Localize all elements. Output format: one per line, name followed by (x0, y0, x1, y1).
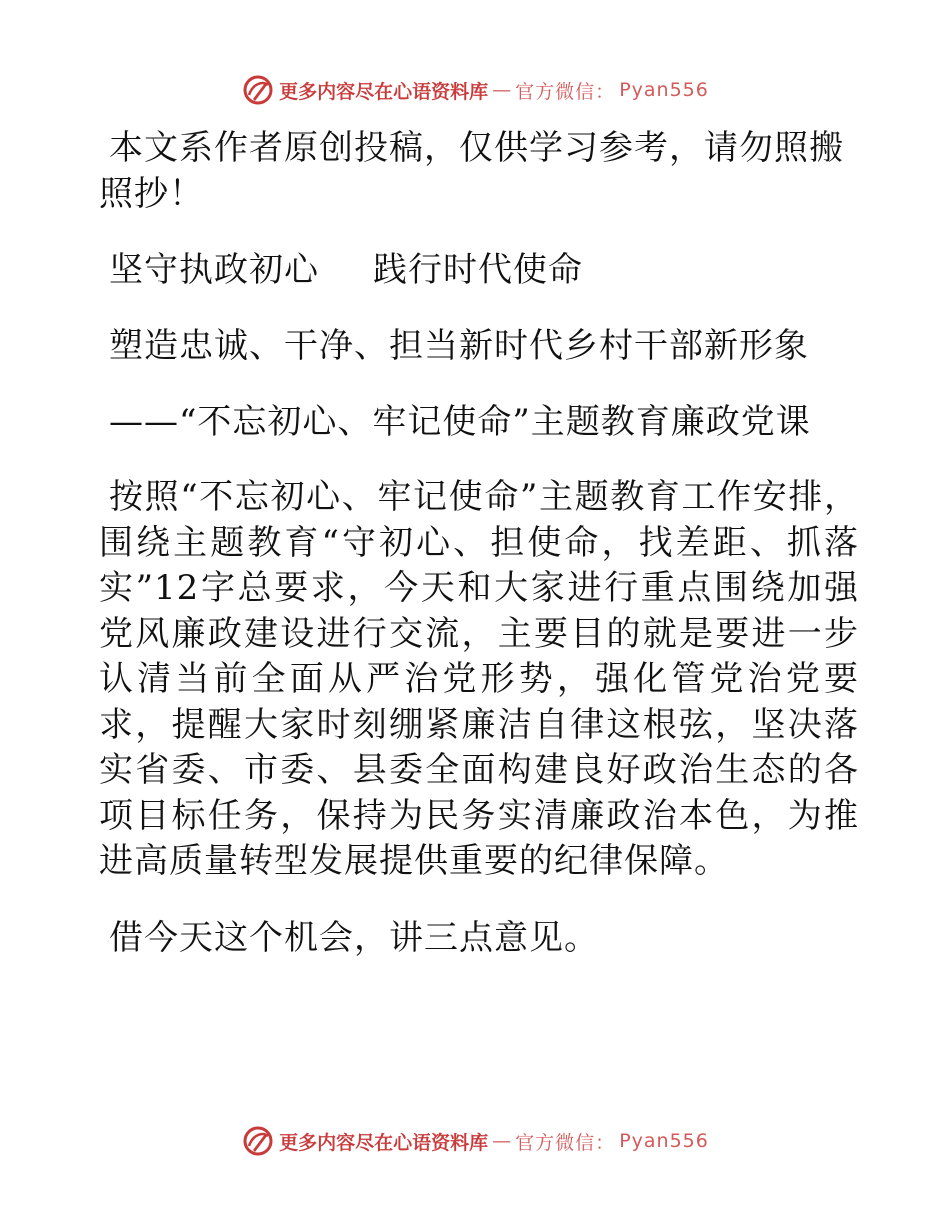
header-watermark (0, 73, 950, 107)
title-part-2: 践行时代使命 (373, 250, 583, 290)
document-subtitle: 塑造忠诚、干净、担当新时代乡村干部新形象 (109, 326, 809, 366)
document-title (99, 247, 859, 293)
pen-swirl-logo-icon (241, 73, 275, 107)
banner-dash: — (492, 79, 512, 101)
banner-wechat-label: 官方微信： (515, 1131, 616, 1154)
banner-wechat-id: Pyan556 (619, 79, 709, 101)
closing-paragraph: 借今天这个机会，讲三点意见。 (109, 917, 599, 958)
banner-brand-text: 更多内容尽在心语资料库 (279, 1131, 489, 1154)
banner-brand-text: 更多内容尽在心语资料库 (279, 80, 489, 103)
footer-watermark (0, 1124, 950, 1158)
document-series-line: ——“不忘初心、牢记使命”主题教育廉政党课 (109, 402, 811, 442)
body-paragraph: 按照“不忘初心、牢记使命”主题教育工作安排，围绕主题教育“守初心、担使命，找差距、抓落实”12字总要求，今天和大家进行重点围绕加强党风廉政建设进行交流，主要目的就是要进一步认清当前全面从严治党形势，强化管党治党要求，提醒大家时刻绷紧廉洁自律这根弦，坚决落实省委、市委、县委全面构建良好政治生态的各项目标任务，保持为民务实清廉政治本色，为推进高质量转型发展提供重要的纪律保障。 (99, 477, 859, 881)
document-body (99, 125, 859, 991)
banner-dash: — (492, 1130, 512, 1152)
title-part-1: 坚守执政初心 (109, 250, 319, 290)
banner-wechat-label: 官方微信： (515, 80, 616, 103)
banner-wechat-id: Pyan556 (619, 1130, 709, 1152)
pen-swirl-logo-icon (241, 1124, 275, 1158)
copyright-notice: 本文系作者原创投稿，仅供学习参考，请勿照搬照抄！ (99, 128, 844, 214)
